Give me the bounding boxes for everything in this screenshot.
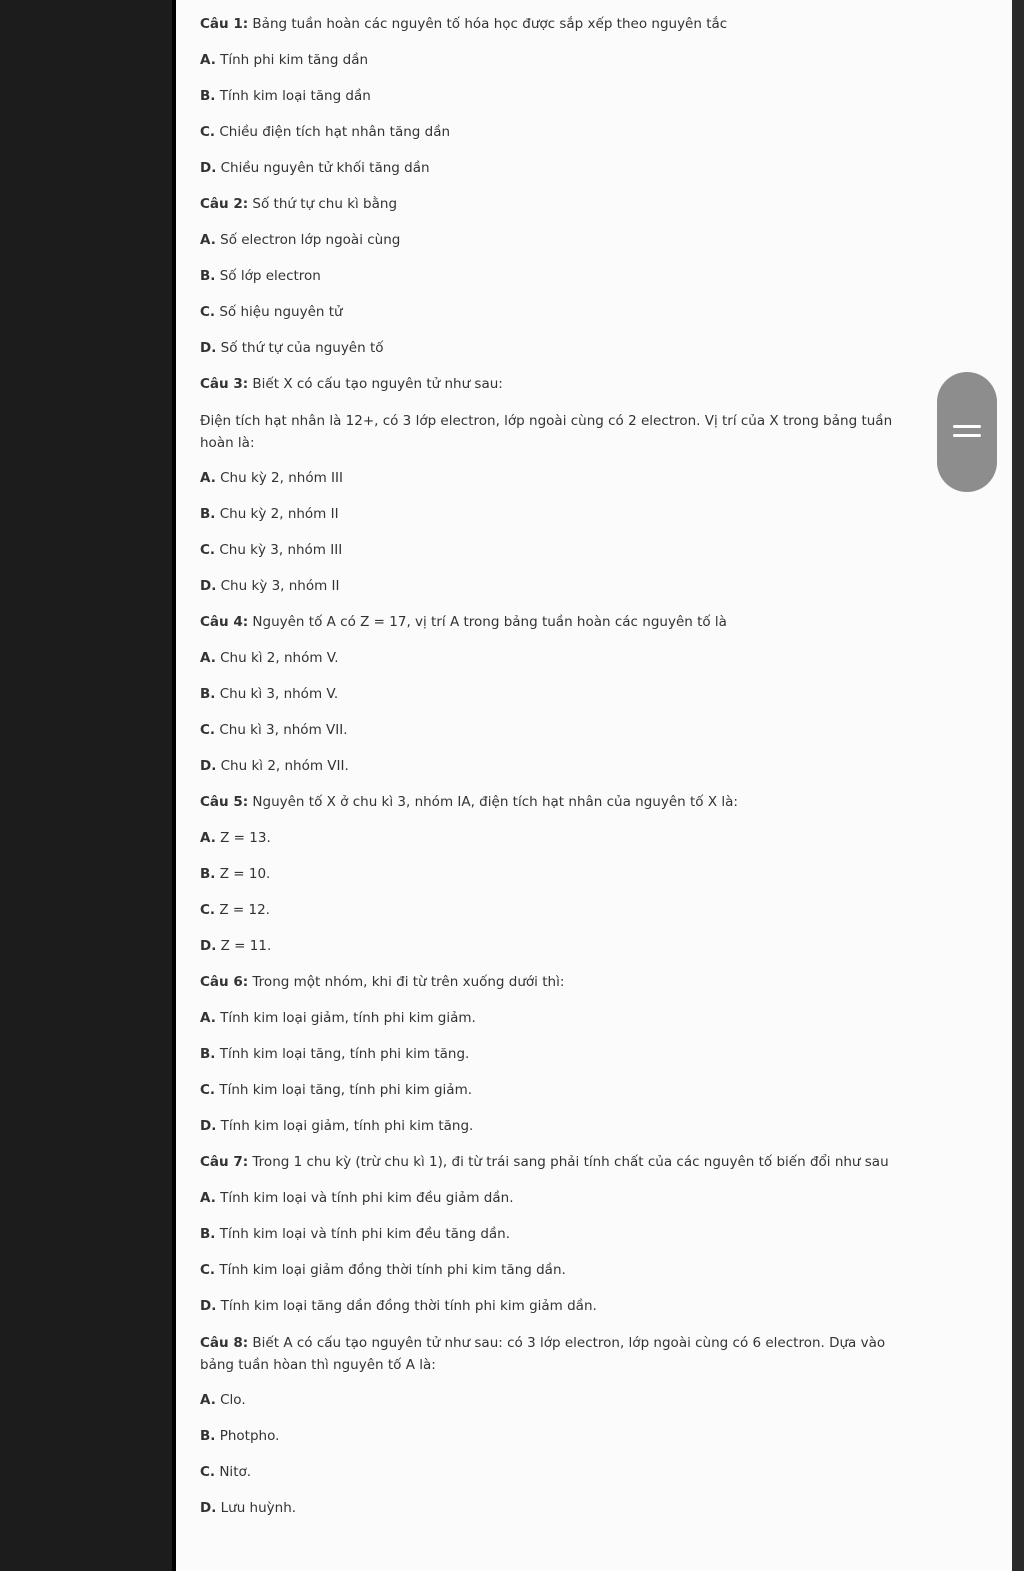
option-text: Chu kỳ 3, nhóm II [216,578,340,594]
option-a[interactable] [200,1008,930,1028]
option-key: D. [200,340,217,356]
option-text: Tính kim loại và tính phi kim đều giảm dần. [215,1190,514,1206]
question-title [200,374,930,394]
option-b[interactable] [200,86,930,106]
option-c[interactable] [200,302,930,322]
option-text: Z = 12. [215,902,270,918]
question-text: Nguyên tố X ở chu kì 3, nhóm IA, điện tích hạt nhân của nguyên tố X là: [248,794,738,810]
question-label: Câu 5: [200,794,249,810]
left-dark-margin [0,0,172,1571]
option-key: C. [200,304,216,320]
question-8 [200,1332,930,1518]
question-text: Biết X có cấu tạo nguyên tử như sau: [248,376,503,392]
option-d[interactable] [200,1296,930,1316]
option-key: B. [200,686,216,702]
question-1 [200,14,930,178]
option-b[interactable] [200,1426,930,1446]
option-key: A. [200,232,216,248]
question-text: Biết A có cấu tạo nguyên tử như sau: có 3 lớp electron, lớp ngoài cùng có 6 electron. Dựa vào bảng tuần hòan thì nguyên tố A là: [200,1335,886,1373]
option-d[interactable] [200,576,930,596]
question-2 [200,194,930,358]
right-dark-margin [1012,0,1024,1571]
question-label: Câu 7: [200,1154,249,1170]
question-title [200,612,930,632]
option-text: Số electron lớp ngoài cùng [215,232,401,248]
question-title [200,1152,930,1172]
option-a[interactable] [200,468,930,488]
option-d[interactable] [200,936,930,956]
question-text: Bảng tuần hoàn các nguyên tố hóa học được sắp xếp theo nguyên tắc [248,16,728,32]
question-label: Câu 2: [200,196,249,212]
question-title [200,972,930,992]
option-text: Tính kim loại tăng dần đồng thời tính phi kim giảm dần. [216,1298,597,1314]
option-text: Chiều điện tích hạt nhân tăng dần [215,124,451,140]
option-a[interactable] [200,230,930,250]
option-text: Tính kim loại giảm, tính phi kim tăng. [216,1118,474,1134]
option-key: A. [200,470,216,486]
option-text: Chu kì 3, nhóm V. [215,686,339,702]
question-4 [200,612,930,776]
option-key: D. [200,758,217,774]
option-text: Chu kì 3, nhóm VII. [215,722,348,738]
option-text: Chiều nguyên tử khối tăng dần [216,160,430,176]
question-detail: Điện tích hạt nhân là 12+, có 3 lớp electron, lớp ngoài cùng có 2 electron. Vị trí của X trong bảng tuần hoàn là: [200,413,893,451]
option-key: A. [200,1392,216,1408]
question-6 [200,972,930,1136]
option-d[interactable] [200,1498,930,1518]
option-b[interactable] [200,864,930,884]
option-text: Chu kỳ 2, nhóm III [215,470,343,486]
option-text: Số thứ tự của nguyên tố [216,340,384,356]
question-text: Số thứ tự chu kì bằng [248,196,398,212]
option-key: D. [200,160,217,176]
option-text: Tính kim loại tăng dần [215,88,371,104]
option-key: D. [200,1500,217,1516]
question-title [200,14,930,34]
option-text: Chu kỳ 3, nhóm III [215,542,343,558]
question-3 [200,374,930,596]
option-b[interactable] [200,1224,930,1244]
option-key: B. [200,506,216,522]
option-text: Số hiệu nguyên tử [215,304,343,320]
option-text: Tính kim loại và tính phi kim đều tăng dần. [215,1226,511,1242]
option-text: Chu kì 2, nhóm V. [215,650,339,666]
option-key: C. [200,902,216,918]
option-key: C. [200,1464,216,1480]
option-b[interactable] [200,1044,930,1064]
option-key: A. [200,650,216,666]
option-key: B. [200,866,216,882]
question-7 [200,1152,930,1316]
question-text: Nguyên tố A có Z = 17, vị trí A trong bảng tuần hoàn các nguyên tố là [248,614,727,630]
option-text: Tính kim loại tăng, tính phi kim tăng. [215,1046,470,1062]
option-d[interactable] [200,1116,930,1136]
option-d[interactable] [200,338,930,358]
question-title [200,194,930,214]
option-text: Tính kim loại tăng, tính phi kim giảm. [215,1082,473,1098]
option-text: Clo. [215,1392,246,1408]
option-text: Tính phi kim tăng dần [215,52,369,68]
option-key: A. [200,52,216,68]
handle-line-top [953,425,981,428]
question-5 [200,792,930,956]
option-key: B. [200,1226,216,1242]
option-text: Z = 13. [215,830,271,846]
question-title [200,792,930,812]
option-text: Chu kỳ 2, nhóm II [215,506,339,522]
option-d[interactable] [200,158,930,178]
quiz-content [200,14,930,1534]
question-text: Trong 1 chu kỳ (trừ chu kì 1), đi từ trái sang phải tính chất của các nguyên tố biến đổi như sau [248,1154,889,1170]
question-label: Câu 4: [200,614,249,630]
option-key: C. [200,1082,216,1098]
option-text: Tính kim loại giảm, tính phi kim giảm. [215,1010,476,1026]
option-key: C. [200,542,216,558]
option-c[interactable] [200,1462,930,1482]
question-label: Câu 3: [200,376,249,392]
option-text: Photpho. [215,1428,280,1444]
option-b[interactable] [200,684,930,704]
option-a[interactable] [200,828,930,848]
option-b[interactable] [200,504,930,524]
option-key: D. [200,938,217,954]
option-d[interactable] [200,756,930,776]
option-key: B. [200,88,216,104]
option-key: A. [200,1010,216,1026]
option-key: B. [200,1046,216,1062]
option-a[interactable] [200,648,930,668]
option-c[interactable] [200,122,930,142]
option-b[interactable] [200,266,930,286]
option-c[interactable] [200,540,930,560]
option-text: Nitơ. [215,1464,252,1480]
option-a[interactable] [200,1188,930,1208]
option-a[interactable] [200,50,930,70]
drag-handle-icon[interactable] [937,372,997,492]
question-label: Câu 6: [200,974,249,990]
question-label: Câu 8: [200,1335,249,1351]
option-key: D. [200,1118,217,1134]
option-c[interactable] [200,900,930,920]
option-text: Số lớp electron [215,268,321,284]
option-key: D. [200,1298,217,1314]
option-a[interactable] [200,1390,930,1410]
option-text: Chu kì 2, nhóm VII. [216,758,349,774]
option-text: Z = 10. [215,866,271,882]
option-c[interactable] [200,1080,930,1100]
option-key: C. [200,722,216,738]
option-text: Tính kim loại giảm đồng thời tính phi kim tăng dần. [215,1262,566,1278]
option-key: B. [200,1428,216,1444]
option-text: Lưu huỳnh. [216,1500,297,1516]
option-key: D. [200,578,217,594]
question-title [200,1332,912,1376]
option-key: A. [200,830,216,846]
option-key: A. [200,1190,216,1206]
option-key: B. [200,268,216,284]
option-text: Z = 11. [216,938,272,954]
option-c[interactable] [200,1260,930,1280]
option-key: C. [200,124,216,140]
question-label: Câu 1: [200,16,249,32]
question-text: Trong một nhóm, khi đi từ trên xuống dưới thì: [248,974,565,990]
handle-line-bottom [953,434,981,437]
option-key: C. [200,1262,216,1278]
option-c[interactable] [200,720,930,740]
